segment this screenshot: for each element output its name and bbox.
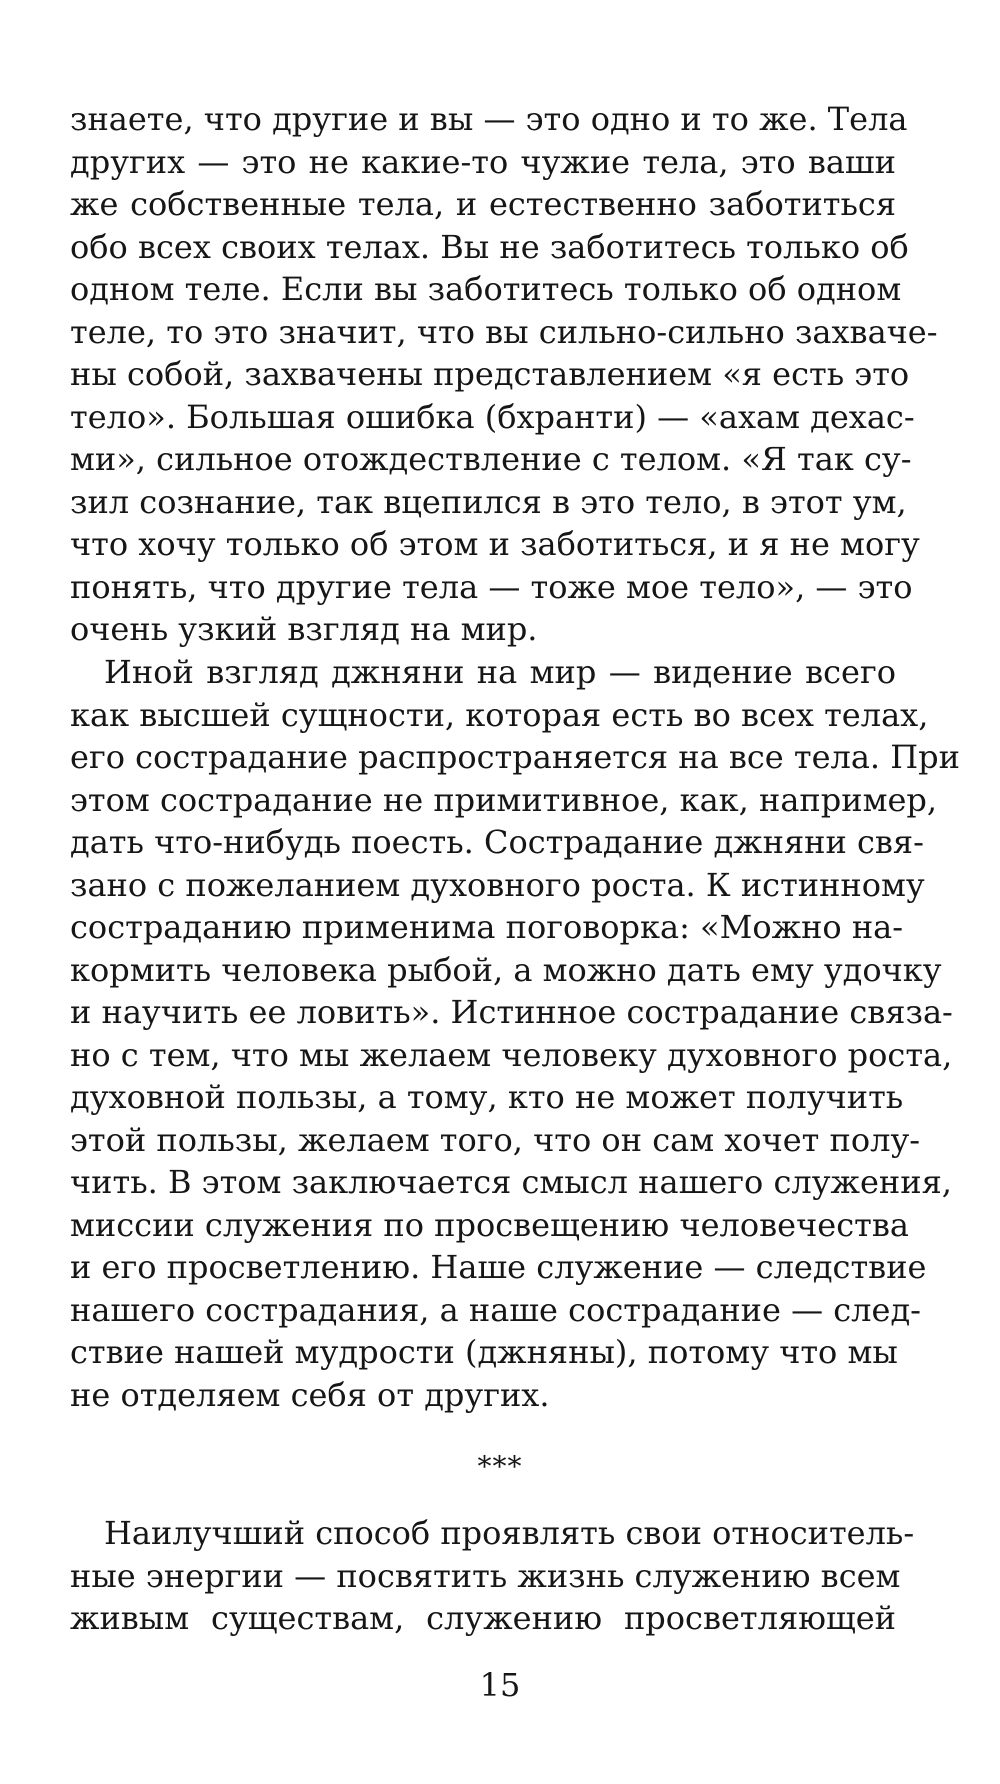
text-line: этом сострадание не примитивное, как, например,: [70, 780, 938, 819]
text-line: как высшей сущности, которая есть во всех телах,: [70, 695, 929, 734]
text-line: чить. В этом заключается смысл нашего служения,: [70, 1163, 952, 1201]
text-line: тело». Большая ошибка (бхранти) — «ахам дехас-: [70, 397, 915, 436]
text-line: очень узкий взгляд на мир.: [70, 610, 538, 648]
text-line: Наилучший способ проявлять свои относитель-: [104, 1514, 915, 1552]
text-line: теле, то это значит, что вы сильно-сильно захваче-: [70, 312, 938, 351]
text-line: этой пользы, желаем того, что он сам хочет полу-: [70, 1120, 921, 1159]
text-line: и научить ее ловить». Истинное сострадание связа-: [70, 993, 953, 1031]
text-line: и его просветлению. Наше служение — следствие: [70, 1248, 927, 1286]
text-line: миссии служения по просвещению человечества: [70, 1205, 909, 1244]
text-line: что хочу только об этом и заботиться, и я не могу: [70, 525, 920, 563]
section-separator: ***: [477, 1450, 523, 1483]
text-line: ми», сильное отождествление с телом. «Я так су-: [70, 440, 912, 478]
paragraph-3: [70, 1512, 915, 1640]
text-line: знаете, что другие и вы — это одно и то же. Тела: [70, 100, 908, 138]
text-line: живым существам, служению просветляющей: [70, 1599, 896, 1637]
text-line: других — это не какие-то чужие тела, это ваши: [70, 142, 896, 181]
text-line: зано с пожеланием духовного роста. К истинному: [70, 865, 925, 904]
text-line: состраданию применима поговорка: «Можно на-: [70, 908, 904, 946]
text-line: понять, что другие тела — тоже мое тело», — это: [70, 567, 913, 606]
text-line: Иной взгляд джняни на мир — видение всего: [104, 653, 896, 691]
text-line: обо всех своих телах. Вы не заботитесь только об: [70, 227, 909, 266]
text-line: ны собой, захвачены представлением «я есть это: [70, 355, 910, 393]
text-line: одном теле. Если вы заботитесь только об одном: [70, 270, 902, 308]
text-line: кормить человека рыбой, а можно дать ему удочку: [70, 950, 942, 989]
text-line: его сострадание распространяется на все тела. При: [70, 738, 960, 776]
text-line: дать что-нибудь поесть. Сострадание джняни свя-: [70, 823, 924, 861]
text-line: же собственные тела, и естественно заботиться: [70, 185, 896, 223]
paragraph-2: [70, 651, 960, 1416]
text-line: ствие нашей мудрости (джняны), потому что мы: [70, 1333, 898, 1371]
text-line: ные энергии — посвятить жизнь служению всем: [70, 1556, 901, 1595]
page-number: 15: [479, 1666, 521, 1704]
text-line: но с тем, что мы желаем человеку духовного роста,: [70, 1035, 953, 1074]
text-line: духовной пользы, а тому, кто не может получить: [70, 1078, 904, 1116]
text-line: не отделяем себя от других.: [70, 1375, 550, 1414]
text-line: зил сознание, так вцепился в это тело, в этот ум,: [70, 482, 907, 521]
paragraph-1: [70, 98, 938, 651]
text-line: нашего сострадания, а наше сострадание — след-: [70, 1290, 921, 1329]
